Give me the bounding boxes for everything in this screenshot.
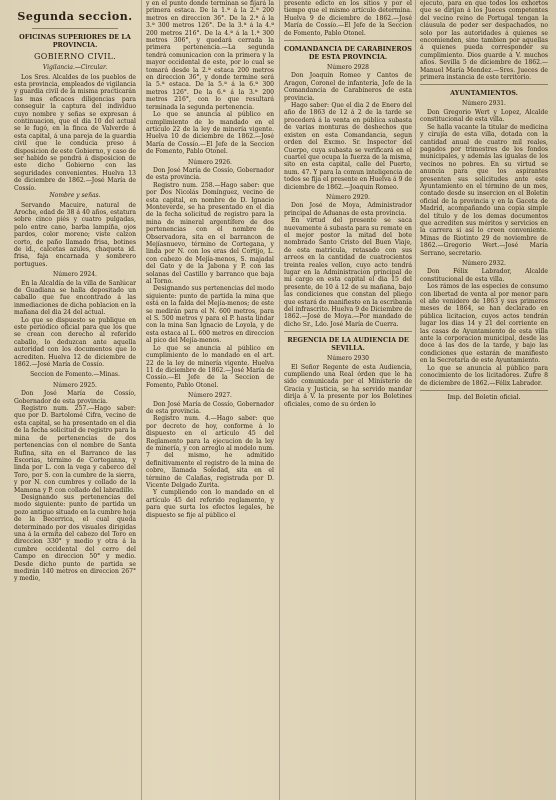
printer-footer: Imp. del Boletin oficial.: [447, 393, 521, 401]
paragraph: presente edicto en los sitios y por el tiempo que el mismo artículo determina. Huelva 9 de diciembre de 1862.—José María de Cossío.—El Jefe de la Seccion de Fomento, Pablo Otonel.: [284, 0, 412, 37]
paragraph: Registro num. 258.—Hago saber: que por Dos Nicolás Domínguez, vecino de esta capital, en nombre de D. Ignacio Monteverde, se ha presentado en el dia de la fecha solicitud de registro para la mina de mineral argentífero de dos pertenencias con el nombre de Observadora, sita en el barrancon de Mejíasnuevo, término de Cortegana, y linda por N. con los eras del Cortijo, L. con cabezo de Mejía-menos, S. majadal del Gato y de la Jabona y P. con las solanas del Castillo y barranco que baja al Torno.: [146, 181, 274, 286]
paragraph: Designando sus pertenencias del modo siguiente: punto de partida la mina que está en la falda del Mejía-menos; de este se medirán para el N. 600 metros, para el S. 500 metros y para el P. hasta lindar con la mina San Ignacio de Loyola, y de esta estaca al L. 600 metros en direccion al pico del Mejía-menos.: [146, 285, 274, 345]
notice-number: Número 2924.: [53, 271, 97, 279]
column-2: [146, 0, 274, 800]
divider: [420, 84, 548, 85]
paragraph: Lo que se dispuesto se publique en este periódico oficial para que los que se crean con derecho al referido caballo, lo deduzcan ante aquella autoridad con los documentos que lo acrediten. Huelva 12 de diciembre de 1862.—José María de Cossío.: [14, 316, 136, 369]
paragraph: Don José María de Cossío, Gobernador de esta provincia.: [146, 166, 274, 182]
fomento-heading: Seccion de Fomento.—Minas.: [30, 371, 120, 379]
column-1: [14, 0, 136, 800]
paragraph: En virtud del presente se saca nuevamente á subasta para su remate en el mejor postor la mitad del bote nombrado Santo Cristo del Buen Viaje, de esta matrícula, retasado con sus arreos en la cantidad de cuatrocientos treinta reales vellon, cuyo acto tendrá lugar en la Administracion principal de mi cargo en esta capital el dia 15 del presente, de 10 á 12 de su mañana, bajo las condiciones que constan del pliego que estará de manifiesto en la escribanía del infrascrito. Huelva 9 de Diciembre de 1862.—José de Moya.—Por mandado de dicho Sr., Ldo. José María de Cuerra.: [284, 217, 412, 328]
paragraph: Don José de Moya, Administrador principal de Aduanas de esta provincia.: [284, 202, 412, 217]
paragraph: y en el punto donde terminan se fijará la primera estaca. De la 1.ª á la 2.ª 200 metros en direccion 36°. De la 2.ª á la 3.ª 300 metros 126°. De la 3.ª á la 4.ª 200 metros 216°. De la 4.ª á la 1.ª 300 metros 306°, y quedará cerrada la primera pertenencia.—La segunda tendrá comunicacion con la primera y la mayor occidental de este, por lo cual se tomará desde la 2.ª estaca 200 metros en direccion 36°, y donde termine será la 5.ª estaca. De la 5.ª á la 6.ª 300 metros 126°. De la 6.ª á la 3.ª 200 metros 216°, con lo que resultará terminada la segunda pertenencia.: [146, 0, 274, 111]
nombre-heading: Nombre y señas.: [49, 192, 101, 199]
notice-number: Número 2930: [326, 355, 369, 363]
notice-number: Número 2931.: [462, 100, 506, 108]
paragraph: Designando sus pertenencias del modo siguiente: punto de partida un pozo antiguo situado en la cumbre hoja de la Becerrica, el cual queda determinado por dos visuales dirigidas una á la ermita del cabezo del Toro en direccion 330° y medio y otra á la cumbre occidental del cerro del Campo en direccion 50° y medio. Desde dicho punto de partida se medirán 140 metros en direccion 267° y medio,: [14, 493, 136, 583]
section-title: Segunda seccion.: [17, 10, 133, 23]
notice-number: Número 2927.: [188, 392, 232, 400]
paragraph: ejecuto, para en que todos los exhortos que se dirijan á los Jueces competentes del vecino reino de Portugal tengan la cláusula de poder ser despachados, no solo por las autoridades á quienes se encomienden, sino tambien por aquellas á quienes pueda corresponder su cumplimiento. Dios guarde á V. muchos años. Sevilla 5 de diciembre de 1862.—Manuel María Mendez.—Sres. Jueces de primera instancia de este territorio.: [420, 0, 548, 82]
paragraph: Don Joaquin Romeo y Cantos de Aragon, Coronel de infantería, Jefe de la Comandancia de Carabineros de esta provincia.: [284, 72, 412, 102]
paragraph: Servando Macuire, natural de Aroche, edad de 38 á 40 años, estatura sobre cinco piés y cuatro pulgadas, pelo entre cano, barba lampiña, ojos pardos, color moreno; viste calzon corto, de paño llamado frisa, botines de id., calcetas azules, chaqueta id. frisa, faja encarnada y sombrero portugues.: [14, 201, 136, 268]
gobierno-heading: GOBIERNO CIVIL.: [33, 52, 117, 61]
paragraph: Lo que se anuncia al público para conocimiento de los licitadores. Zufre 8 de diciembre de 1862.—Félix Labrador.: [420, 364, 548, 387]
paragraph: Registro num. 4.—Hago saber: que por decreto de hoy, conforme á lo dispuesto en el artículo 45 del Reglamento para la ejecucion de la ley de minería, y con arreglo al modelo num. 7 del mismo, he admitido definitivamente el registro de la mina de cobre, llamada Soledad, sita en el término de Calañas, registrada por D. Vicente Delgado Zurita.: [146, 415, 274, 489]
vigilancia-heading: Vigilancia.—Circular.: [42, 64, 108, 71]
paragraph: Los Sres. Alcaldes de los pueblos de esta provincia, empleados de vigilancia y guardia civil de la misma practicarán las mas eficaces diligencias para conseguir la captura del individuo cuyo nombre y señas se expresan á continuacion, que el dia 10 del actual se le fugó, en la finca de Valverde á esta capital, á una pareja de la guardia civil que le conducia preso á disposicion de este Gobierno, y caso de ser habido se pondrá á disposicion de este dicho Gobierno con las seguridades convenientes. Huelva 13 de diciembre de 1862.—José María de Cossío.: [14, 73, 136, 192]
paragraph: El Señor Regente de esta Audiencia, cumpliendo una Real órden que le ha sido comunicada por el Ministerio de Gracia y Justicia, se ha servido mandar dirija á V. la presente por los Boletines oficiales, como de su órden lo: [284, 363, 412, 408]
divider: [284, 331, 412, 332]
divider: [420, 390, 548, 391]
paragraph: En la Alcaldía de la villa de Sanlúcar de Guadiana se halla depositado un caballo que fue encontrado á las inmediaciones de dicha poblacion en la mañana del dia 24 del actual.: [14, 279, 136, 317]
paragraph: Los rámos de las especies de consumo con libertad de venta al por menor para el año venidero de 1863 y sus primeros meses de 1864, se han declarado en pública licitacion, cuyos actos tendrán lugar los dias 14 y 21 del corriente en las casas de Ayuntamiento de esta villa ante la corporacion municipal, desde las doce á las dos de la tarde, y bajo las condiciones que estarán de manifiesto en la Secretaría de este Ayuntamiento.: [420, 283, 548, 365]
divider: [32, 28, 118, 29]
column-3: [284, 0, 412, 800]
ayuntamientos-heading: AYUNTAMIENTOS.: [450, 89, 518, 98]
column-divider: [141, 0, 142, 800]
paragraph: Don José María de Cossío, Gobernador de esta provincia.: [14, 390, 136, 405]
paragraph: Don José María de Cossío, Gobernador de esta provincia.: [146, 400, 274, 415]
regencia-heading: REGENCIA DE LA AUDIENCIA DE SEVILLA.: [287, 336, 409, 353]
notice-number: Número 2929.: [326, 193, 370, 201]
paragraph: Hago saber: Que el dia 2 de Enero del año de 1863 de 12 á 2 de la tarde se procederá á la venta en pública subasta de varias monturas de deshechos que existen en esta Comandancia, segun orden del Excmo. Sr. Inspector del Cuerpo, cuya subasta se verificará en el cuartel que ocupa la fuerza de la misma, sito en esta capital, calle del Puerto, num. 47. Y para la comun inteligencia de todos se fija el presente en Huelva á 9 de diciembre de 1862.—Joaquin Romeo.: [284, 102, 412, 191]
paragraph: Lo que se anuncia al público en cumplimiento de lo mandado en el artículo 22 de la ley de minería vigente. Huelva 10 de diciembre de 1862.—José María de Cossío.—El Jefe de la Seccion de Fomento, Pablo Otonel.: [146, 111, 274, 156]
paragraph: Se halla vacante la titular de medicina y cirujía de esta villa, dotada con la cantidad anual de cuatro mil reales, pagados por trimestres de los fondos municipales, y además las igualas de los vecinos no pobres. En su virtud se anuncia para que los aspirantes presenten sus solicitudes ante este Ayuntamiento en el término de un mes, contado desde su insercion en el Boletin oficial de la provincia y en la Gaceta de Madrid, acompañando una copia simple del título y de los demas documentos que acrediten sus méritos y servicios en la carrera si así lo creen conveniente. Minas de Riotinto 29 de noviembre de 1862.—Gregorio Wert.—José María Serrano, secretario.: [420, 123, 548, 257]
paragraph: Don Gregorio Wert y Lopez, Alcalde constitucional de esta villa.: [420, 108, 548, 124]
column-4: [420, 0, 548, 800]
notice-number: Número 2926.: [188, 158, 232, 166]
notice-number: Número 2928: [326, 64, 369, 72]
comandancia-heading: COMANDANCIA DE CARABINEROS DE ESTA PROVINCIA.: [284, 45, 412, 62]
paragraph: Don Félix Labrador, Alcalde constitucional de esta villa.: [420, 268, 548, 283]
paragraph: Lo que se anuncia al público en cumplimiento de lo mandado en el art. 22 de la ley de minería vigente. Huelva 11 de diciembre de 1862.—José María de Cossío.—El Jefe de la Seccion de Fomento, Pablo Otonel.: [146, 344, 274, 389]
paragraph: Registro num. 257.—Hago saber: que por D. Bartolomé Cifra, vecino de esta capital, se ha presentado en el dia de la fecha solicitud de registro para la mina de pertenencias de dos pertenencias con el nombre de Santa Rufina, sita en el Barranco de las Escorias, término de Corteganna, y linda por L. con la vega y caberco del Toro, por S. con la cumbre de la sierra, y por N. con cumbres y collado de la Mamona y P. con collado del labradillo.: [14, 405, 136, 494]
divider: [284, 40, 412, 41]
column-divider: [415, 0, 416, 800]
paragraph: Y cumpliendo con lo mandado en el artículo 45 del referido reglamento, y para que surta los efectos legales, he dispuesto se fije al público el: [146, 489, 274, 519]
notice-number: Número 2925.: [53, 381, 97, 389]
office-heading: OFICINAS SUPERIORES DE LA PROVINCIA.: [19, 33, 131, 49]
notice-number: Número 2932.: [462, 260, 506, 267]
column-divider: [279, 0, 280, 800]
